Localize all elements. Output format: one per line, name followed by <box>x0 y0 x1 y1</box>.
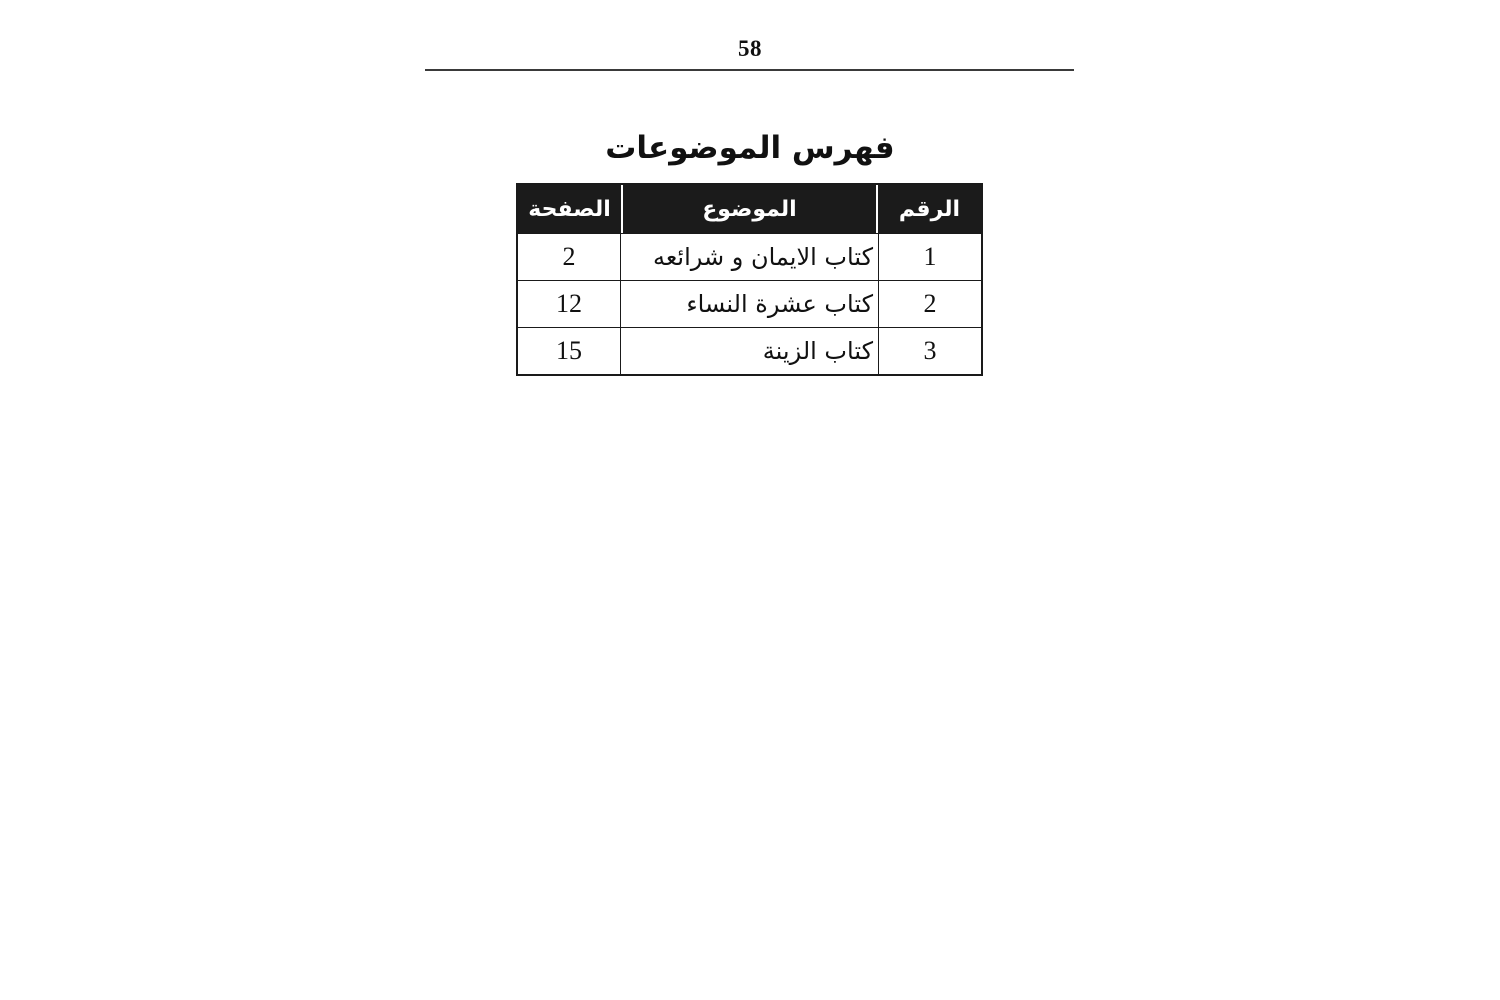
row-topic: كتاب عشرة النساء <box>686 290 873 318</box>
page-number: 58 <box>738 36 762 61</box>
row-topic: كتاب الايمان و شرائعه <box>652 243 873 271</box>
table-row <box>518 327 981 374</box>
header-cell-number: الرقم <box>878 185 981 233</box>
header-rule <box>425 69 1074 71</box>
header-cell-topic: الموضوع <box>623 185 876 233</box>
table-row <box>518 280 981 327</box>
toc-header-row <box>518 185 981 233</box>
row-topic: كتاب الزينة <box>762 337 873 365</box>
header-cell-page: الصفحة <box>518 185 621 233</box>
row-page: 2 <box>518 234 621 280</box>
toc-title: فهرس الموضوعات <box>605 130 895 166</box>
row-page: 12 <box>518 281 621 327</box>
table-row <box>518 233 981 280</box>
row-page: 15 <box>518 328 621 374</box>
row-number: 1 <box>878 234 981 280</box>
toc-table <box>516 183 983 376</box>
row-number: 2 <box>878 281 981 327</box>
row-number: 3 <box>878 328 981 374</box>
